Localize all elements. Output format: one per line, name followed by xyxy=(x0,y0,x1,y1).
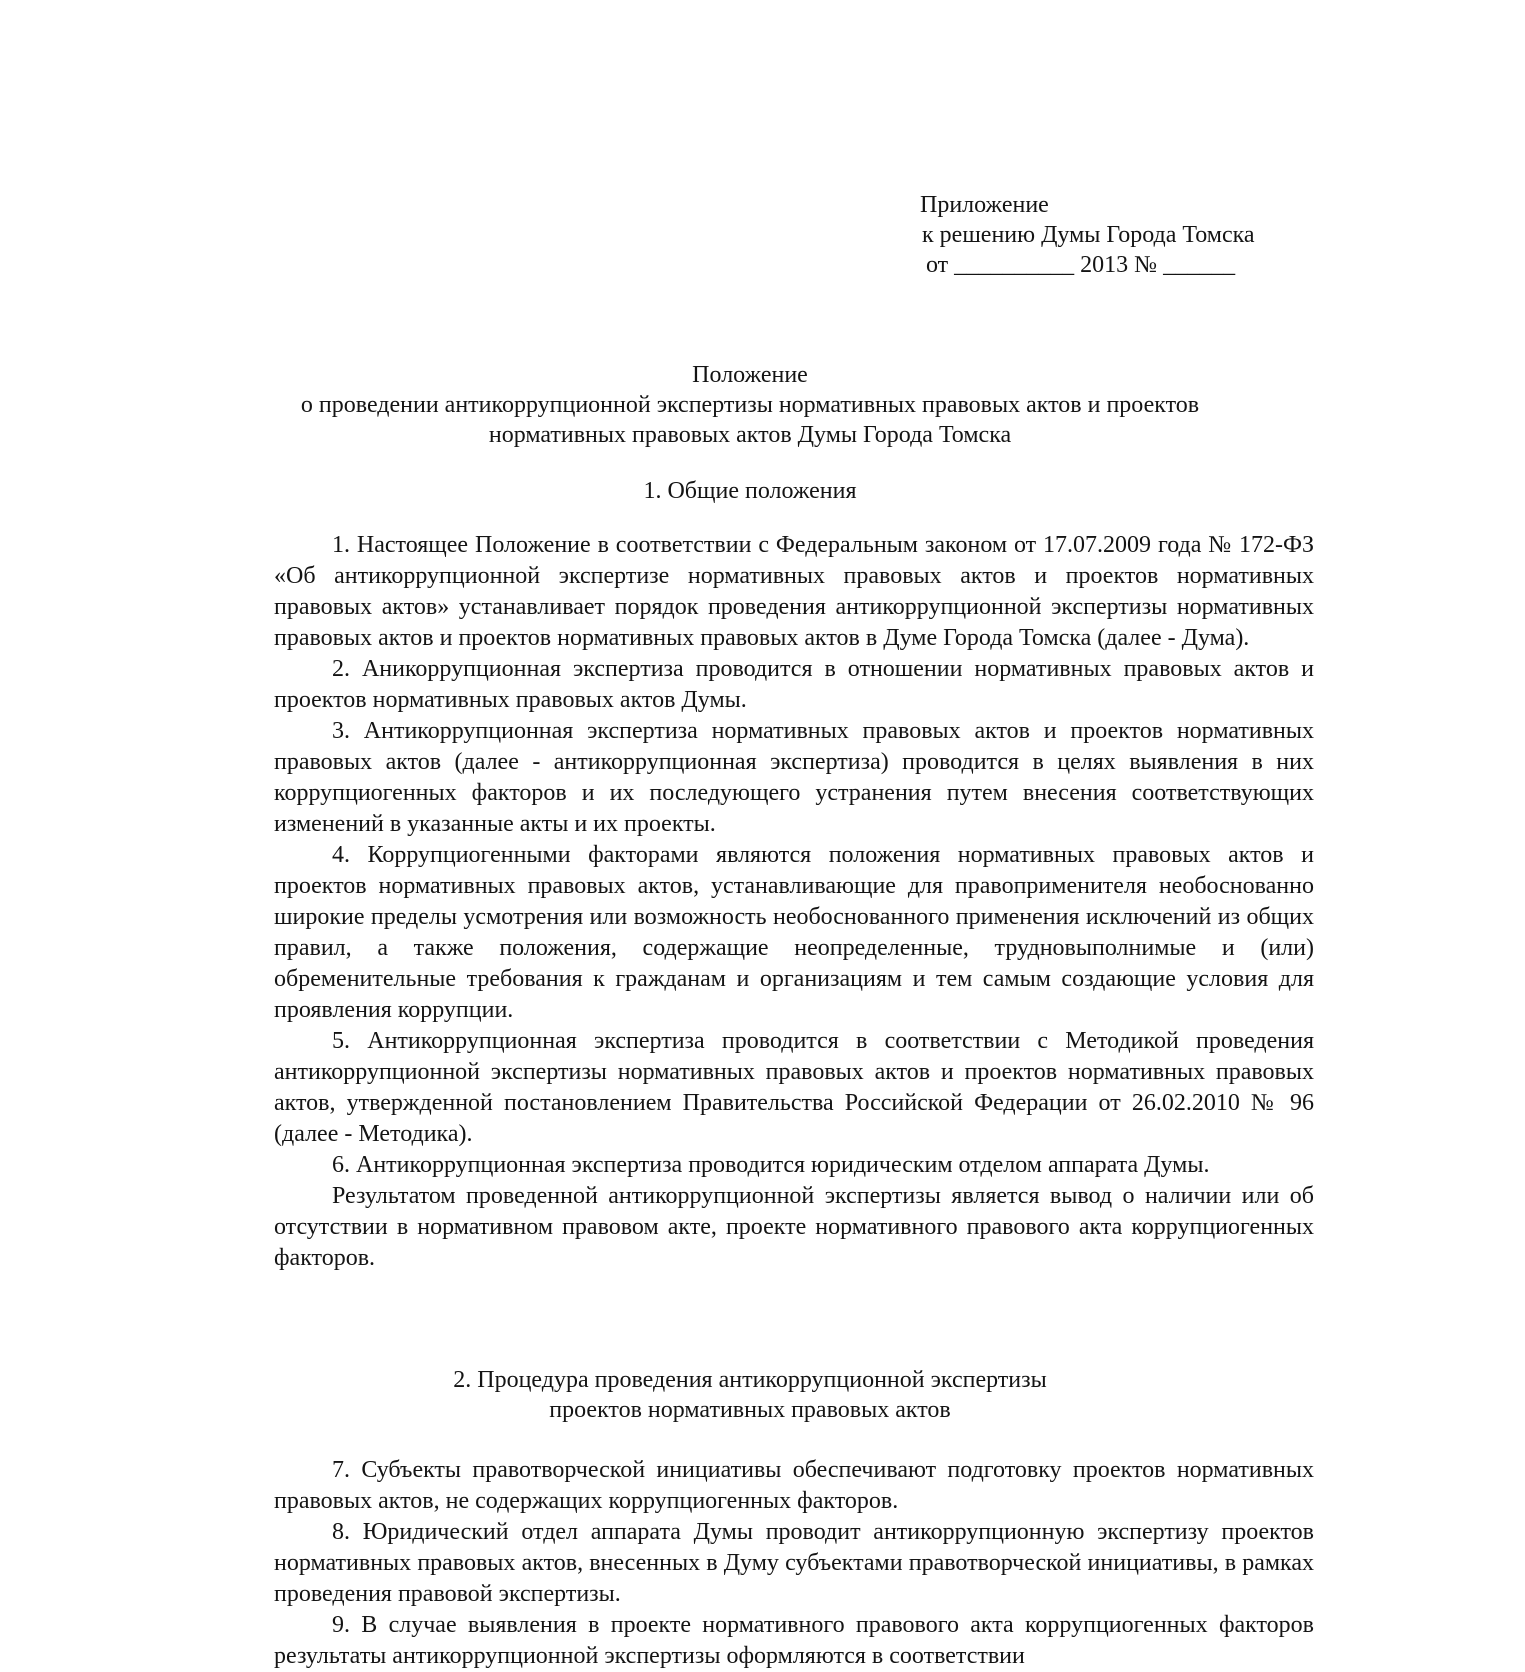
paragraph-6: 6. Антикоррупционная экспертиза проводится юридическим отделом аппарата Думы. xyxy=(332,1152,1210,1178)
appendix-decision-ref: к решению Думы Города Томска xyxy=(922,222,1255,248)
title-subtitle-line2: нормативных правовых актов Думы Города Томска xyxy=(488,422,1012,448)
section2-heading-line1: 2. Процедура проведения антикоррупционной экспертизы xyxy=(453,1367,1047,1393)
paragraph-2: 2. Аникоррупционная экспертиза проводится в отношении нормативных правовых актов и проектов нормативных правовых актов Думы. xyxy=(274,656,1314,713)
title-subtitle-line1: о проведении антикоррупционной экспертизы нормативных правовых актов и проектов xyxy=(300,392,1200,418)
document-title xyxy=(0,360,1525,450)
paragraph-3: 3. Антикоррупционная экспертиза нормативных правовых актов и проектов нормативных правовых актов (далее - антикоррупционная экспертиза) проводится в целях выявления в них коррупциогенных факторов и их последующего устранения путем внесения соответствующих изменений в указанные акты и их проекты. xyxy=(274,718,1314,837)
paragraph-5: 5. Антикоррупционная экспертиза проводится в соответствии с Методикой проведения антикоррупционной экспертизы нормативных правовых актов и проектов нормативных правовых актов, утвержденной постановлением Правительства Российской Федерации от 26.02.2010 № 96 (далее - Методика). xyxy=(274,1028,1314,1147)
section2-body xyxy=(274,1455,1314,1672)
paragraph-1: 1. Настоящее Положение в соответствии с Федеральным законом от 17.07.2009 года № 172-ФЗ «Об антикоррупционной экспертизе нормативных правовых актов и проектов нормативных правовых актов» устанавливает порядок проведения антикоррупционной экспертизы нормативных правовых актов и проектов нормативных правовых актов в Думе Города Томска (далее - Дума). xyxy=(274,532,1314,651)
paragraph-7: 7. Субъекты правотворческой инициативы обеспечивают подготовку проектов нормативных правовых актов, не содержащих коррупциогенных факторов. xyxy=(274,1457,1314,1514)
appendix-date-number: от __________ 2013 № ______ xyxy=(926,252,1236,278)
section2-heading xyxy=(0,1365,1525,1425)
paragraph-4: 4. Коррупциогенными факторами являются положения нормативных правовых актов и проектов нормативных правовых актов, устанавливающие для правоприменителя необоснованно широкие пределы усмотрения или возможность необоснованного применения исключений из общих правил, а также положения, содержащие неопределенные, трудновыполнимые и (или) обременительные требования к гражданам и организациям и тем самым создающие условия для проявления коррупции. xyxy=(274,842,1314,1023)
paragraph-9: 9. В случае выявления в проекте нормативного правового акта коррупциогенных факторов результаты антикоррупционной экспертизы оформляются в соответствии xyxy=(274,1612,1314,1669)
section1-body xyxy=(274,530,1314,1274)
appendix-label: Приложение xyxy=(920,192,1049,218)
section1-heading-text: 1. Общие положения xyxy=(643,478,857,504)
title-heading: Положение xyxy=(692,362,808,388)
paragraph-8: 8. Юридический отдел аппарата Думы проводит антикоррупционную экспертизу проектов нормативных правовых актов, внесенных в Думу субъектами правотворческой инициативы, в рамках проведения правовой экспертизы. xyxy=(274,1519,1314,1607)
section2-heading-line2: проектов нормативных правовых актов xyxy=(549,1397,951,1423)
paragraph-result: Результатом проведенной антикоррупционной экспертизы является вывод о наличии или об отсутствии в нормативном правовом акте, проекте нормативного правового акта коррупциогенных факторов. xyxy=(274,1183,1314,1271)
section1-heading xyxy=(0,476,1525,506)
appendix-block xyxy=(920,190,1275,280)
